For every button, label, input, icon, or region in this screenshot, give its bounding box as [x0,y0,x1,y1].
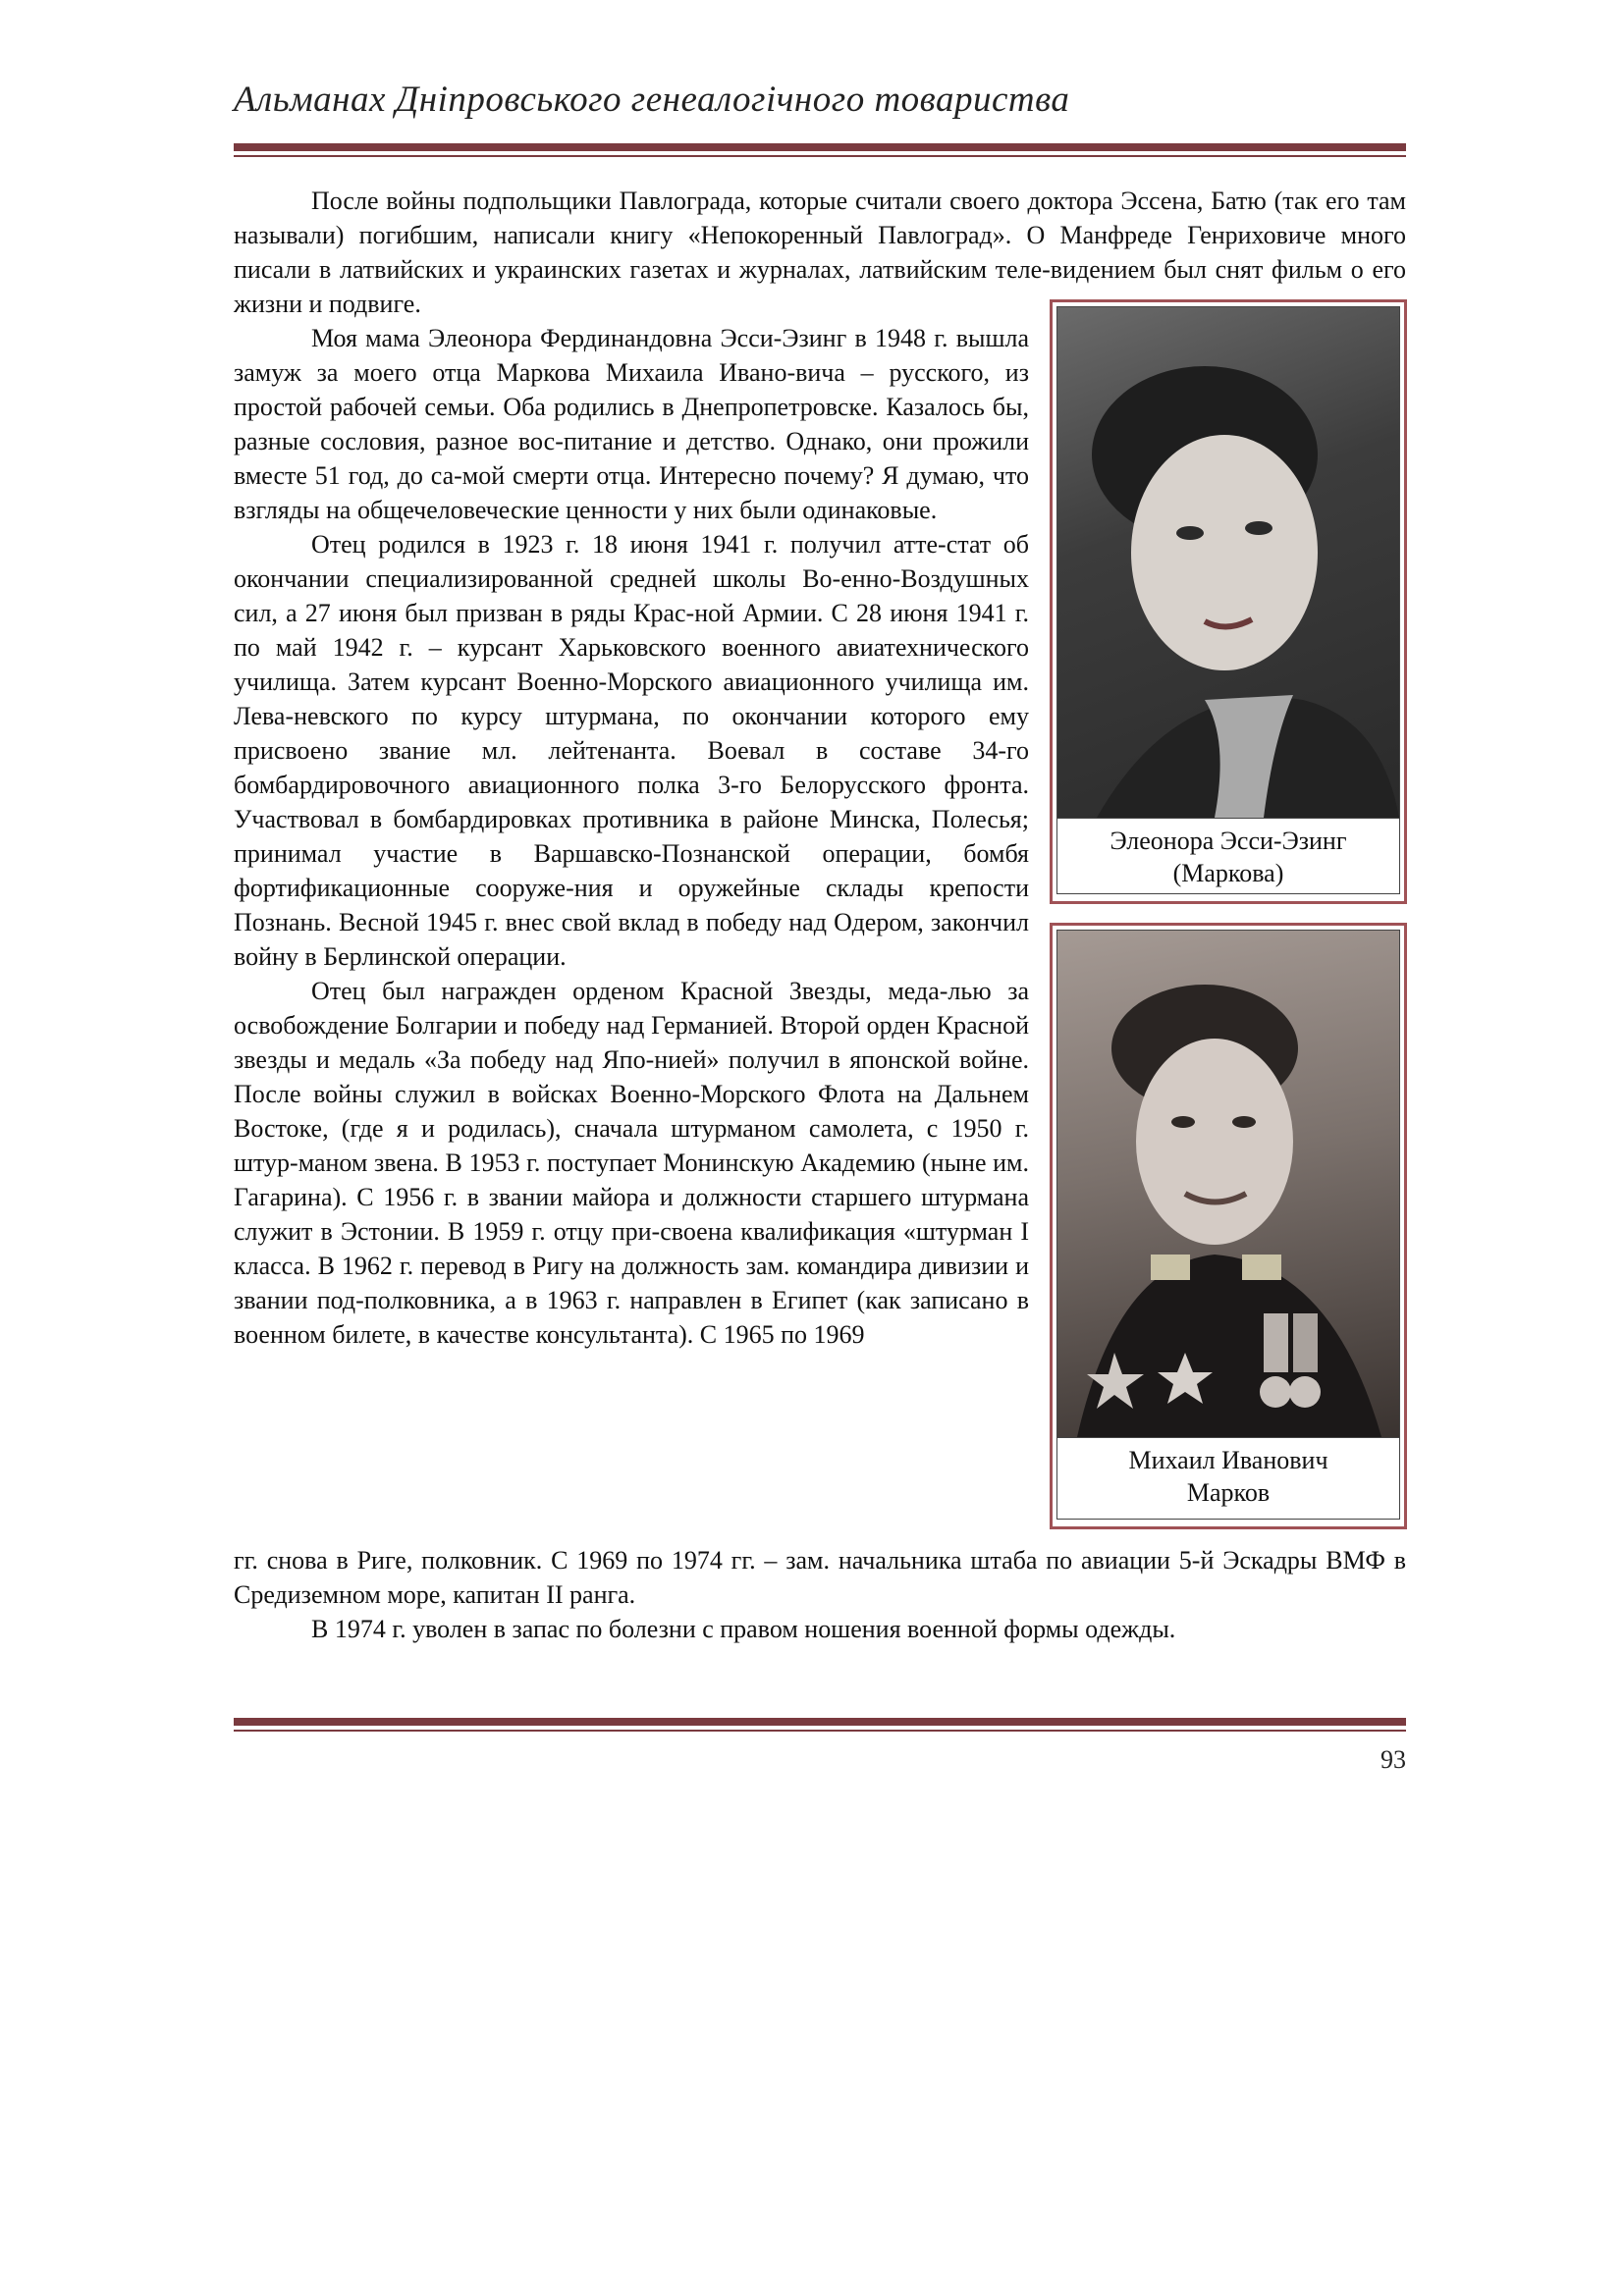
caption-line: Михаил Иванович [1128,1446,1328,1474]
photo-eleonora [1050,299,1407,904]
paragraph-3: Отец родился в 1923 г. 18 июня 1941 г. получил атте-стат об окончании специализированной средней школы Во-енно-Воздушных сил, а 27 июня был призван в ряды Крас-ной Армии. С 28 июня 1941 г. по май 1942 г. – курсант Харьковского военного авиатехнического училища. Затем курсант Военно-Морского авиационного училища им. Лева-невского по курсу штурмана, по окончании которого ему присвоено звание мл. лейтенанта. Воевал в составе 34-го бомбардировочного авиационного полка 3-го Белорусского фронта. Участвовал в бомбардировках противника в районе Минска, Полесья; принимал участие в Варшавско-Познанской операции, бомбя фортификационные сооруже-ния и оружейные склады крепости Познань. Весной 1945 г. внес свой вклад в победу над Одером, закончил войну в Берлинской операции. [234,530,1029,971]
footer-rule [234,1718,1406,1732]
page-number: 93 [1380,1745,1406,1774]
portrait-image [1056,306,1400,819]
header-rule [234,143,1406,157]
photo-mikhail [1050,923,1407,1529]
paragraph-2: Моя мама Элеонора Фердинандовна Эсси-Эзинг в 1948 г. вышла замуж за моего отца Маркова Михаила Ивано-вича – русского, из простой рабочей семьи. Оба родились в Днепропетровске. Казалось бы, разные сословия, разное вос-питание и детство. Однако, они прожили вместе 51 год, до са-мой смерти отца. Интересно почему? Я думаю, что взгляды на общечеловеческие ценности у них были одинаковые. [234,324,1029,524]
paragraph-4-end: гг. снова в Риге, полковник. С 1969 по 1974 гг. – зам. начальника штаба по авиации 5-й Эскадры ВМФ в Средиземном море, капитан II ранга. [234,1546,1406,1609]
paragraph-outro [234,1543,1406,1646]
running-header: Альманах Дніпровського генеалогічного товариства [234,80,1070,120]
caption-line: Марков [1186,1478,1271,1507]
photo-caption [1056,1438,1400,1520]
caption-line: Элеонора Эсси-Эзинг [1110,827,1347,855]
paragraph-1: После войны подпольщики Павлограда, которые считали своего доктора Эссена, Батю (так его там называли) погибшим, написали книгу «Непокоренный Павлоград». О Манфреде Генриховиче много писали в латвийских и украинских газетах и журналах, латвийским теле-видением был снят фильм о его жизни и подвиге. [234,187,1406,318]
caption-line: (Маркова) [1172,859,1284,887]
narrow-column [234,321,1029,1352]
portrait-image [1056,930,1400,1438]
photo-caption [1056,819,1400,894]
paragraph-4: Отец был награжден орденом Красной Звезды, меда-лью за освобождение Болгарии и победу над Германией. Второй орден Красной звезды и медаль «За победу над Япо-нией» получил в японской войне. После войны служил в войсках Военно-Морского Флота на Дальнем Востоке, (где я и родилась), сначала штурманом самолета, с 1950 г. штур-маном звена. В 1953 г. поступает Монинскую Академию (ныне им. Гагарина). С 1956 г. в звании майора и должности старшего штурмана служит в Эстонии. В 1959 г. отцу при-своена квалификация «штурман I класса. В 1962 г. перевод в Ригу на должность зам. командира дивизии и звании под-полковника, а в 1963 г. направлен в Египет (как записано в военном билете, в качестве консультанта). С 1965 по 1969 [234,977,1029,1349]
paragraph-5: В 1974 г. уволен в запас по болезни с правом ношения военной формы одежды. [311,1615,1176,1643]
